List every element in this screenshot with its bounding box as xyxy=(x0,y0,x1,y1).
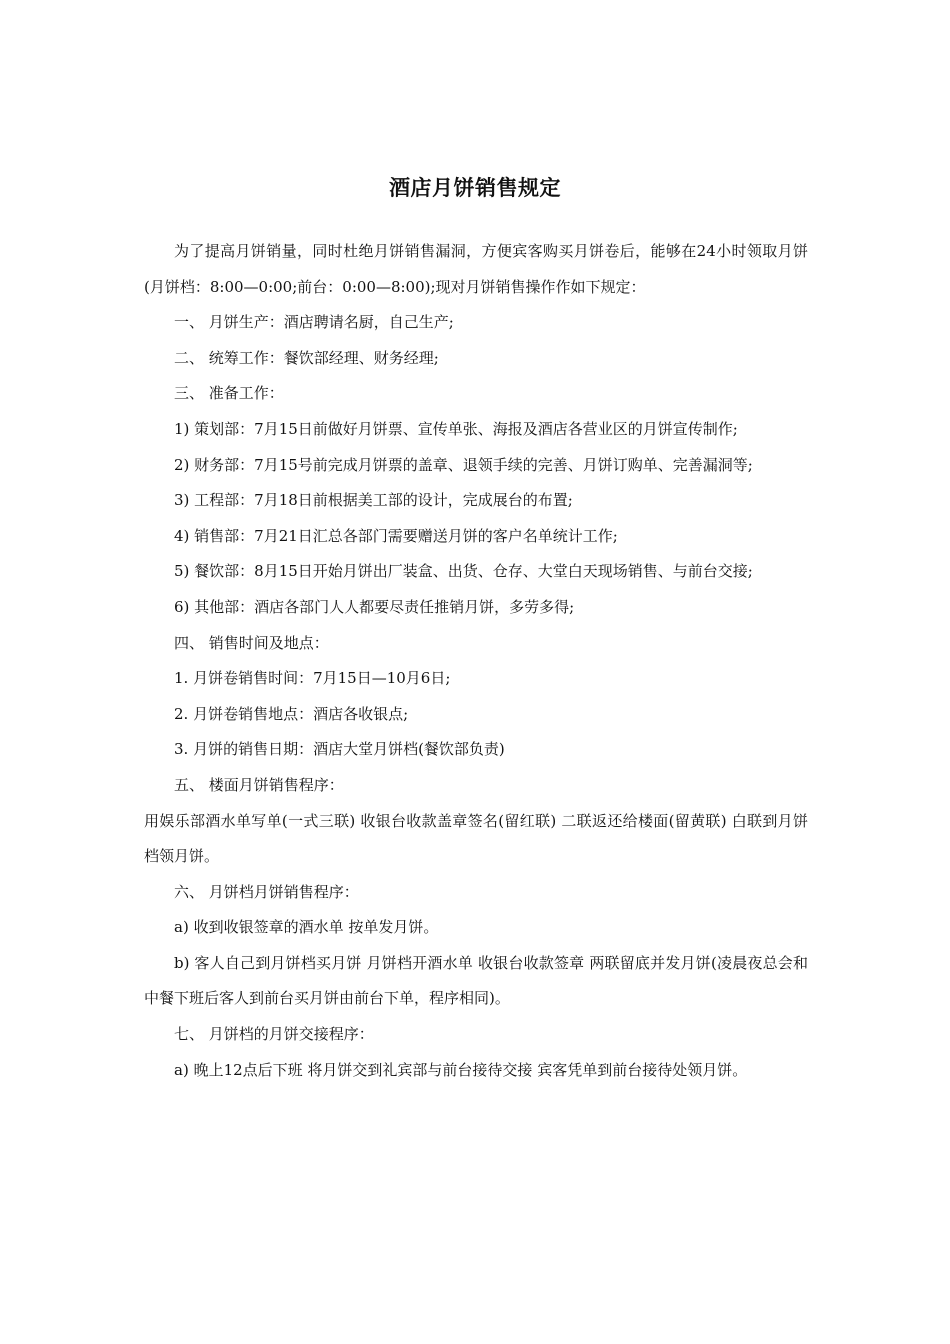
paragraph-item: 1. 月饼卷销售时间：7月15日—10月6日; xyxy=(174,669,451,688)
paragraph-item: b) 客人自己到月饼档买月饼 月饼档开酒水单 收银台收款签章 两联留底并发月饼(凌晨夜总会和中餐下班后客人到前台买月饼由前台下单，程序相同)。 xyxy=(144,953,808,1008)
paragraph-item: a) 晚上12点后下班 将月饼交到礼宾部与前台接待交接 宾客凭单到前台接待处领月饼。 xyxy=(174,1060,748,1079)
paragraph-item: 1) 策划部：7月15日前做好月饼票、宣传单张、海报及酒店各营业区的月饼宣传制作; xyxy=(174,419,738,438)
paragraph-item: 6) 其他部：酒店各部门人人都要尽责任推销月饼，多劳多得; xyxy=(174,597,575,616)
paragraph-item: 2) 财务部：7月15号前完成月饼票的盖章、退领手续的完善、月饼订购单、完善漏洞等; xyxy=(174,455,753,474)
paragraph-item: 5) 餐饮部：8月15日开始月饼出厂装盒、出货、仓存、大堂白天现场销售、与前台交接; xyxy=(174,562,753,581)
paragraph-item: 3. 月饼的销售日期：酒店大堂月饼档(餐饮部负责) xyxy=(174,740,505,759)
paragraph-item: 3) 工程部：7月18日前根据美工部的设计，完成展台的布置; xyxy=(174,491,573,510)
document-body xyxy=(144,234,808,1088)
paragraph-section-3: 三、 准备工作： xyxy=(174,384,284,403)
paragraph-item: a) 收到收银签章的酒水单 按单发月饼。 xyxy=(174,918,439,937)
document-title: 酒店月饼销售规定 xyxy=(389,176,561,200)
paragraph-intro: 为了提高月饼销量，同时杜绝月饼销售漏洞，方便宾客购买月饼卷后，能够在24小时领取月饼(月饼档：8:00—0:00;前台：0:00—8:00);现对月饼销售操作作如下规定： xyxy=(144,242,808,296)
paragraph-section-6: 六、 月饼档月饼销售程序： xyxy=(174,882,359,901)
paragraph-section-7: 七、 月饼档的月饼交接程序： xyxy=(174,1025,374,1044)
paragraph-section-1: 一、 月饼生产：酒店聘请名厨，自己生产; xyxy=(174,313,454,332)
paragraph-item: 2. 月饼卷销售地点：酒店各收银点; xyxy=(174,704,409,723)
paragraph-item: 4) 销售部：7月21日汇总各部门需要赠送月饼的客户名单统计工作; xyxy=(174,526,618,545)
paragraph-section-4: 四、 销售时间及地点： xyxy=(174,633,329,652)
paragraph-section-2: 二、 统筹工作：餐饮部经理、财务经理; xyxy=(174,348,439,367)
paragraph-item: 用娱乐部酒水单写单(一式三联) 收银台收款盖章签名(留红联) 二联返还给楼面(留黄联) 白联到月饼档领月饼。 xyxy=(144,811,808,866)
paragraph-section-5: 五、 楼面月饼销售程序： xyxy=(174,775,344,794)
